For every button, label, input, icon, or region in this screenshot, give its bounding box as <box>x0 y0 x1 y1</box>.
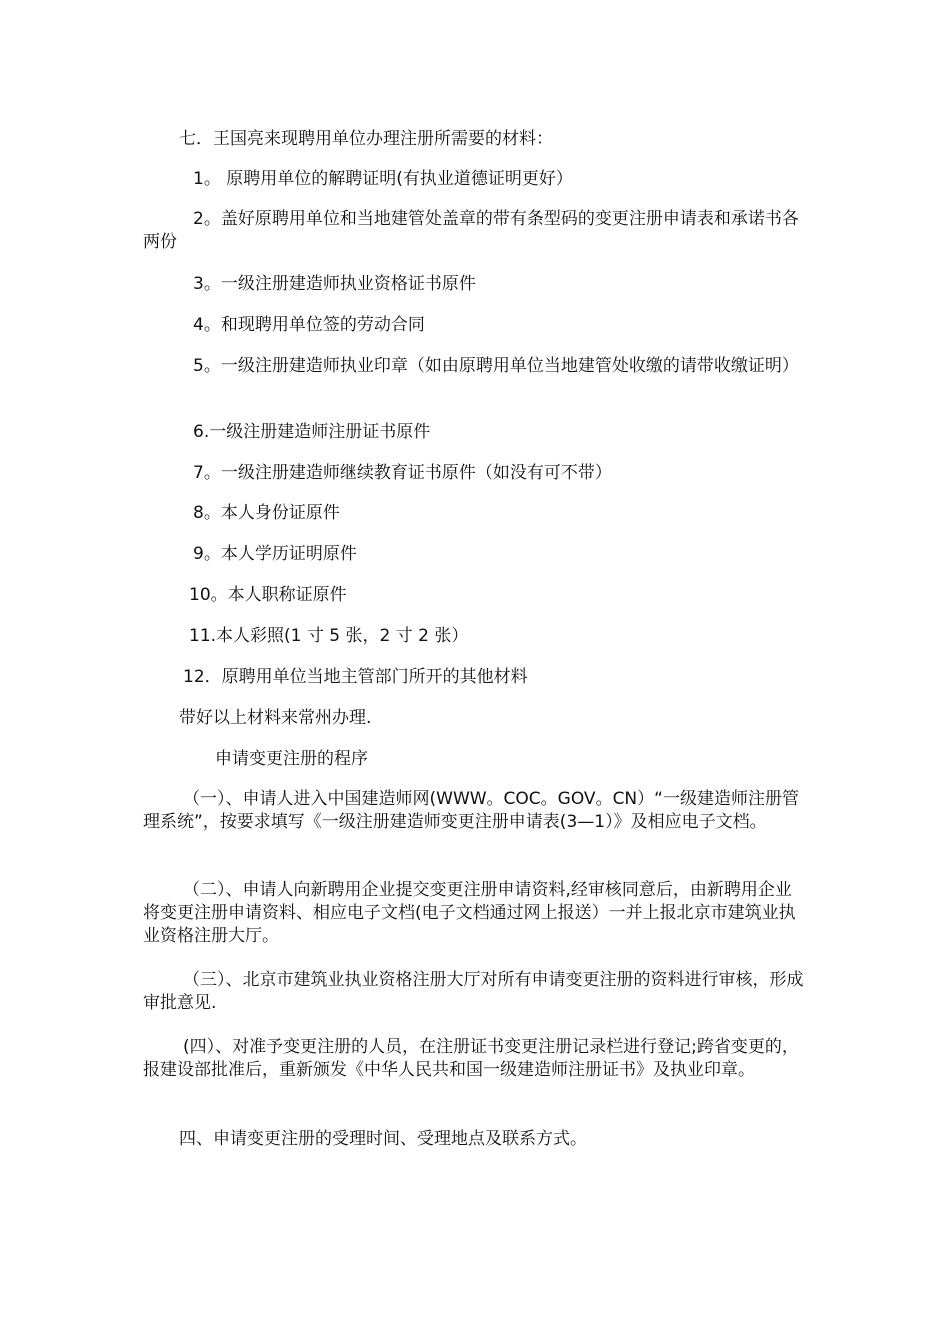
list-item-4: 4。和现聘用单位签的劳动合同 <box>193 315 425 335</box>
procedure-step-4: (四）、对准予变更注册的人员，在注册证书变更注册记录栏进行登记;跨省变更的，报建设部批准后，重新颁发《中华人民共和国一级建造师注册证书》及执业印章。 <box>143 1037 799 1080</box>
list-item-5: 5。一级注册建造师执业印章（如由原聘用单位当地建管处收缴的请带收缴证明） <box>193 356 799 376</box>
procedure-step-2: （二）、申请人向新聘用企业提交变更注册申请资料,经审核同意后，由新聘用企业将变更注册申请资料、相应电子文档(电子文档通过网上报送）一并上报北京市建筑业执业资格注册大厅。 <box>143 880 796 946</box>
list-item-9: 9。本人学历证明原件 <box>193 544 357 564</box>
section-heading: 七．王国亮来现聘用单位办理注册所需要的材料： <box>179 129 553 149</box>
procedure-step-3: （三）、北京市建筑业执业资格注册大厅对所有申请变更注册的资料进行审核，形成审批意见. <box>143 970 804 1013</box>
procedure-title: 申请变更注册的程序 <box>215 749 368 769</box>
list-item-2: 2。盖好原聘用单位和当地建管处盖章的带有条型码的变更注册申请表和承诺书各两份 <box>143 209 799 252</box>
list-item-8: 8。本人身份证原件 <box>193 503 340 523</box>
closing-line: 带好以上材料来常州办理. <box>179 708 372 728</box>
list-item-7: 7。一级注册建造师继续教育证书原件（如没有可不带） <box>193 463 612 483</box>
list-item-12: 12．原聘用单位当地主管部门所开的其他材料 <box>183 667 528 687</box>
section-four-heading: 四、申请变更注册的受理时间、受理地点及联系方式。 <box>179 1129 587 1149</box>
list-item-3: 3。一级注册建造师执业资格证书原件 <box>193 274 476 294</box>
list-item-10: 10。本人职称证原件 <box>189 585 347 605</box>
procedure-step-1: （一）、申请人进入中国建造师网(WWW。COC。GOV。CN）“一级建造师注册管理系统”，按要求填写《一级注册建造师变更注册申请表(3—1）》及相应电子文档。 <box>143 789 799 832</box>
list-item-11: 11.本人彩照(1 寸 5 张，2 寸 2 张） <box>189 626 469 646</box>
list-item-6: 6.一级注册建造师注册证书原件 <box>193 422 431 442</box>
list-item-1: 1。 原聘用单位的解聘证明(有执业道德证明更好） <box>193 169 573 189</box>
